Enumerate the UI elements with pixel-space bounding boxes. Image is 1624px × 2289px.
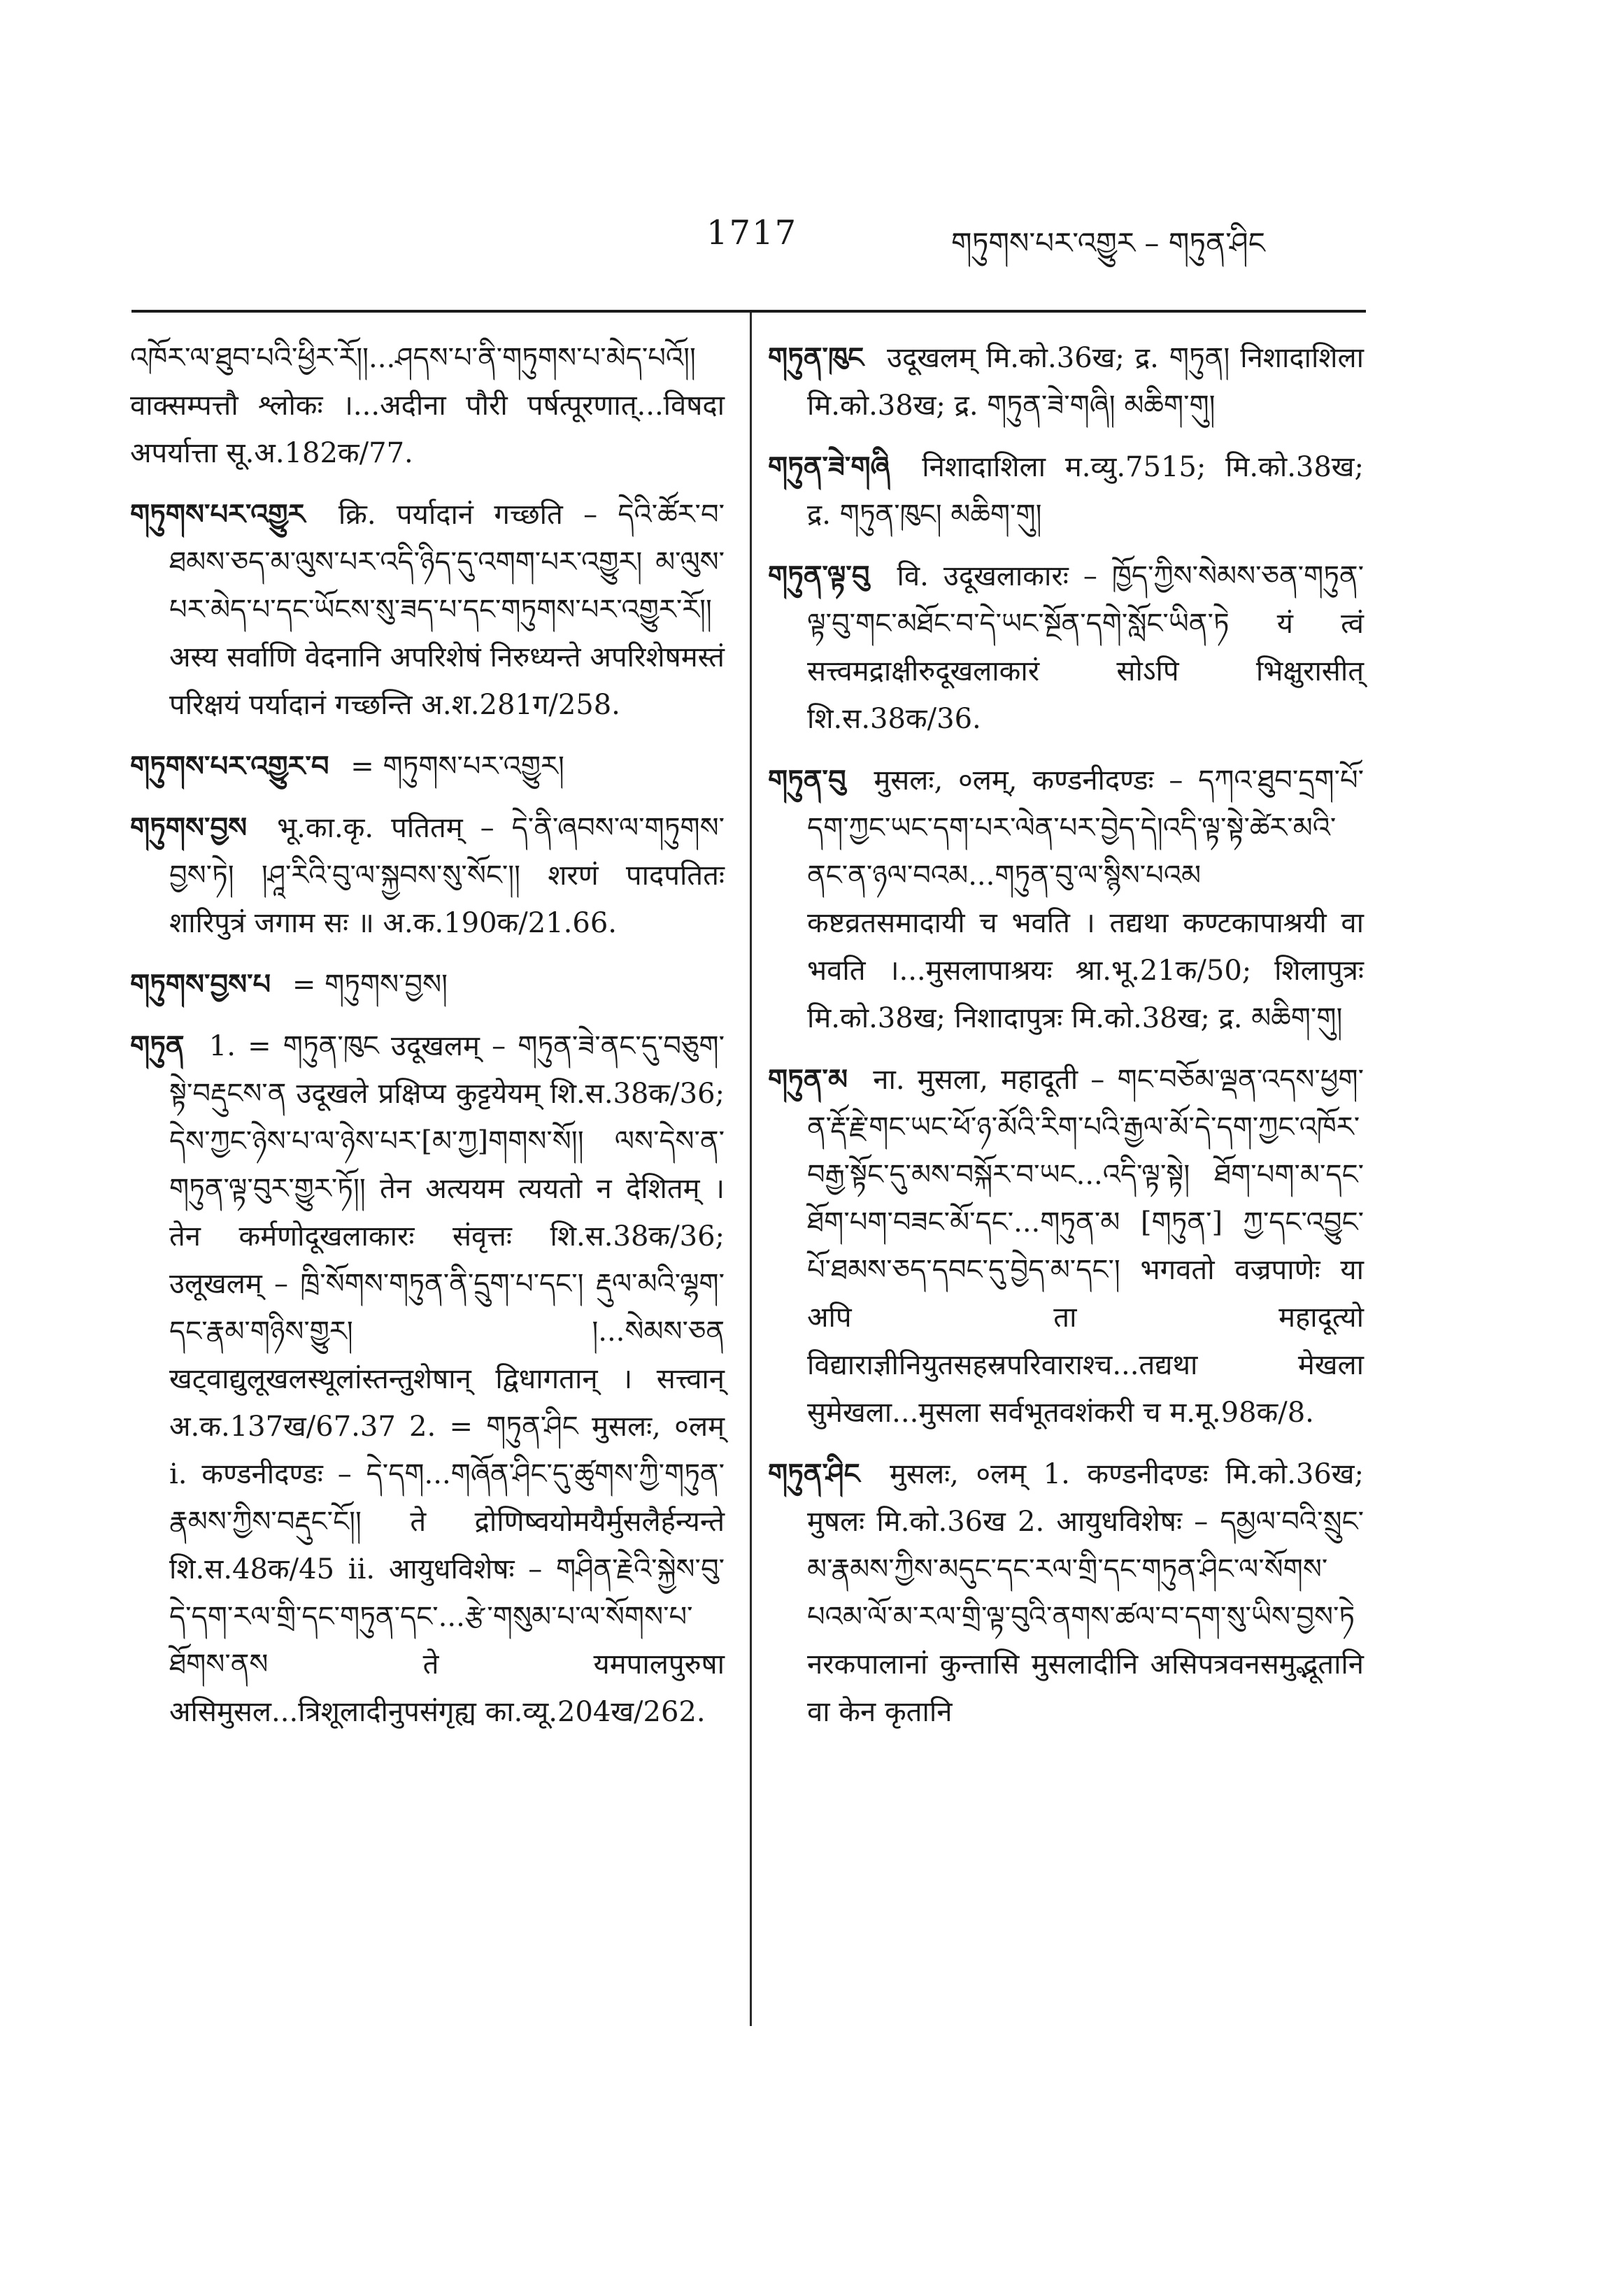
entry-headword: གཏུགས་པར་འགྱུར་བ	[130, 750, 329, 783]
entry-headword: གཏུན	[130, 1029, 185, 1062]
entry-text: = གཏུགས་པར་འགྱུར།	[350, 750, 564, 783]
dictionary-entry	[130, 804, 725, 947]
header-rule	[131, 310, 1366, 313]
entry-headword: གཏུགས་བྱས་པ	[130, 968, 271, 1001]
dictionary-entry	[768, 757, 1364, 1042]
entry-text: འཁོར་ལ་ཐུབ་པའི་ཕྱིར་རོ།།...ཤདས་པ་ནི་གཏུགས་པ་མེད་པའོ།། वाक्सम्पत्तौ श्लोकः ।...अदीना पौरी पर्षत्पूरणात्...विषदा अपर्यात्ता सू.अ.182क/77.	[130, 342, 725, 469]
dictionary-entry	[768, 552, 1364, 743]
entry-text: 1. = གཏུན་ཁུང उदूखलम् – གཏུན་ཟེ་ནང་དུ་བཅུག་སྟེ་བརྡུངས་ན उदूखले प्रक्षिप्य कुट्टयेयम् शि.स.38क/36; དེས་ཀྱང་ཉེས་པ་ལ་ཉེས་པར་[མ་ཀྱ]གགས་སོ།། ལས་དེས་ན་གཏུན་ལྟ་བུར་གྱུར་ཏོ།། तेन अत्ययम त्ययतो न देशितम् । तेन कर्मणोदूखलाकारः संवृत्तः शि.स.38क/36; उलूखलम् – ཁྲི་སོགས་གཏུན་ནི་དྲུག་པ་དང་། རྡུལ་མའི་ལྷག་དང་རྣམ་གཉིས་གྱུར། །...སེམས་ཅན खट्वाद्युलूखलस्थूलांस्तन्तुशेषान् द्विधागतान् । सत्त्वान् अ.क.137ख/67.37 2. = གཏུན་ཤིང मुसलः, ०लम् i. कण्डनीदण्डः – དེ་དག...གཞོན་ཤིང་དུ་ཚུགས་ཀྱི་གཏུན་རྣམས་ཀྱིས་བརྡུང་ངོ།། ते द्रोणिष्वयोमयैर्मुसलैर्हन्यन्ते शि.स.48क/45 ii. आयुधविशेषः – གཤིན་རྗེའི་སྐྱེས་བུ་དེ་དག་རལ་གྲི་དང་གཏུན་དང་...རྩེ་གསུམ་པ་ལ་སོགས་པ་ཐོགས་ནས ते यमपालपुरुषा असिमुसल...त्रिशूलादीनुपसंगृह्य का.व्यू.204ख/262.	[169, 1030, 725, 1728]
dictionary-entry	[768, 1450, 1364, 1736]
dictionary-entry	[768, 443, 1364, 539]
dictionary-entry	[130, 491, 725, 729]
entry-headword: གཏུགས་བྱས	[130, 811, 248, 844]
entry-text: वि. उदूखलाकारः – ཁྱོད་ཀྱིས་སེམས་ཅན་གཏུན་ལྟ་བུ་གང་མཐོང་བ་དེ་ཡང་སྔོན་དགེ་སློང་ཡིན་ཏེ यं त्वं सत्त्वमद्राक्षीरुदूखलाकारं सोऽपि भिक्षुरासीत् शि.स.38क/36.	[807, 560, 1365, 735]
entry-text: ना. मुसला, महादूती – གང་བཅོམ་ལྡན་འདས་ཕྱག་ན་རྡོ་རྗེ་གང་ཡང་ཕོ་ཉ་མོའི་རིག་པའི་རྒྱལ་མོ་དེ་དག་ཀྱང་འཁོར་བརྒྱ་སྟོང་དུ་མས་བསྐོར་བ་ཡང...འདི་ལྟ་སྟེ། ཐོག་པག་མ་དང་ཐོག་པག་བཟང་མོ་དང་...གཏུན་མ [གཏུན་] ཀྱ་དང་འབྱུང་པོ་ཐམས་ཅད་དབང་དུ་བྱེད་མ་དང་། भगवतो वज्रपाणेः या अपि ता महादूत्यो विद्याराज्ञीनियुतसहस्रपरिवाराश्च...तद्यथा मेखला सुमेखला...मुसला सर्वभूतवशंकरी च म.मू.98क/8.	[807, 1064, 1364, 1429]
entry-headword: གཏུན་བུ	[768, 764, 846, 797]
dictionary-entry	[130, 961, 725, 1008]
entry-headword: གཏུན་ཤིང	[768, 1457, 860, 1490]
entry-headword: གཏུན་ལྟ་བུ	[768, 559, 870, 592]
left-column	[130, 334, 725, 1750]
entry-text: भू.का.कृ. पतितम् – དེ་ནི་ཞབས་ལ་གཏུགས་བྱས་ཏེ། །ཤཱ་རིའི་བུ་ལ་སྐྱབས་སུ་སོང་།། शरणं पादपतितः शारिपुत्रं जगाम सः ॥ अ.क.190क/21.66.	[169, 812, 725, 939]
right-column	[768, 334, 1364, 1750]
entry-text: मुसलः, ०लम्, कण्डनीदण्डः – དཀའ་ཐུབ་དྲག་པོ་དག་ཀྱང་ཡང་དག་པར་ལེན་པར་བྱེད་དེ།འདི་ལྟ་སྟེ་ཚེར་མའི་ནང་ན་ཉལ་བའམ...གཏུན་བུ་ལ་སྙིས་པའམ कष्टव्रतसमादायी च भवति । तद्यथा कण्टकापाश्रयी वा भवति ।...मुसलापाश्रयः श्रा.भू.21क/50; शिलापुत्रः मि.को.38ख; निशादापुत्रः मि.को.38ख; द्र. མཆིག་གུ།	[807, 764, 1364, 1034]
dictionary-entry	[768, 1056, 1364, 1436]
dictionary-entry	[130, 1022, 725, 1736]
running-head: གཏུགས་པར་འགྱུར – གཏུན་ཤིང	[951, 226, 1265, 260]
entry-headword: གཏུན་ཟེ་གཞི	[768, 450, 890, 483]
entry-text: क्रि. पर्यादानं गच्छति – དེའི་ཚོར་བ་ཐམས་ཅད་མ་ལུས་པར་འདི་ཉིད་དུ་འགག་པར་འགྱུར། མ་ལུས་པར་མེད་པ་དང་ཡོངས་སུ་ཟད་པ་དང་གཏུགས་པར་འགྱུར་རོ།། अस्य सर्वाणि वेदनानि अपरिशेषं निरुध्यन्ते अपरिशेषमस्तं परिक्षयं पर्यादानं गच्छन्ति अ.श.281ग/258.	[169, 499, 725, 721]
page-number: 1717	[706, 213, 798, 252]
entry-text: = གཏུགས་བྱས།	[292, 969, 448, 1001]
dictionary-entry	[130, 743, 725, 790]
entry-headword: གཏུན་ཁུང	[768, 341, 864, 374]
entry-text: उदूखलम् मि.को.36ख; द्र. གཏུན། निशादाशिला मि.को.38ख; द्र. གཏུན་ཟེ་གཞི། མཆིག་གུ།	[807, 342, 1364, 422]
dictionary-entry	[130, 334, 725, 477]
column-divider	[750, 313, 752, 2026]
entry-headword: གཏུན་མ	[768, 1063, 848, 1096]
entry-text: निशादाशिला म.व्यु.7515; मि.को.38ख; द्र. གཏུན་ཁུང། མཆིག་གུ།	[807, 451, 1365, 531]
entry-headword: གཏུགས་པར་འགྱུར	[130, 498, 306, 531]
entry-text: मुसलः, ०लम् 1. कण्डनीदण्डः मि.को.36ख; मुषलः मि.को.36ख 2. आयुधविशेषः – དམྱལ་བའི་སྲུང་མ་རྣམས་ཀྱིས་མདུང་དང་རལ་གྲི་དང་གཏུན་ཤིང་ལ་སོགས་པའམ་ལོ་མ་རལ་གྲི་ལྟ་བུའི་ནགས་ཚལ་བ་དག་སུ་ཡིས་བྱས་ཏེ नरकपालानां कुन्तासि मुसलादीनि असिपत्रवनसमुद्भूतानि वा केन कृतानि	[807, 1458, 1364, 1728]
dictionary-entry	[768, 334, 1364, 429]
